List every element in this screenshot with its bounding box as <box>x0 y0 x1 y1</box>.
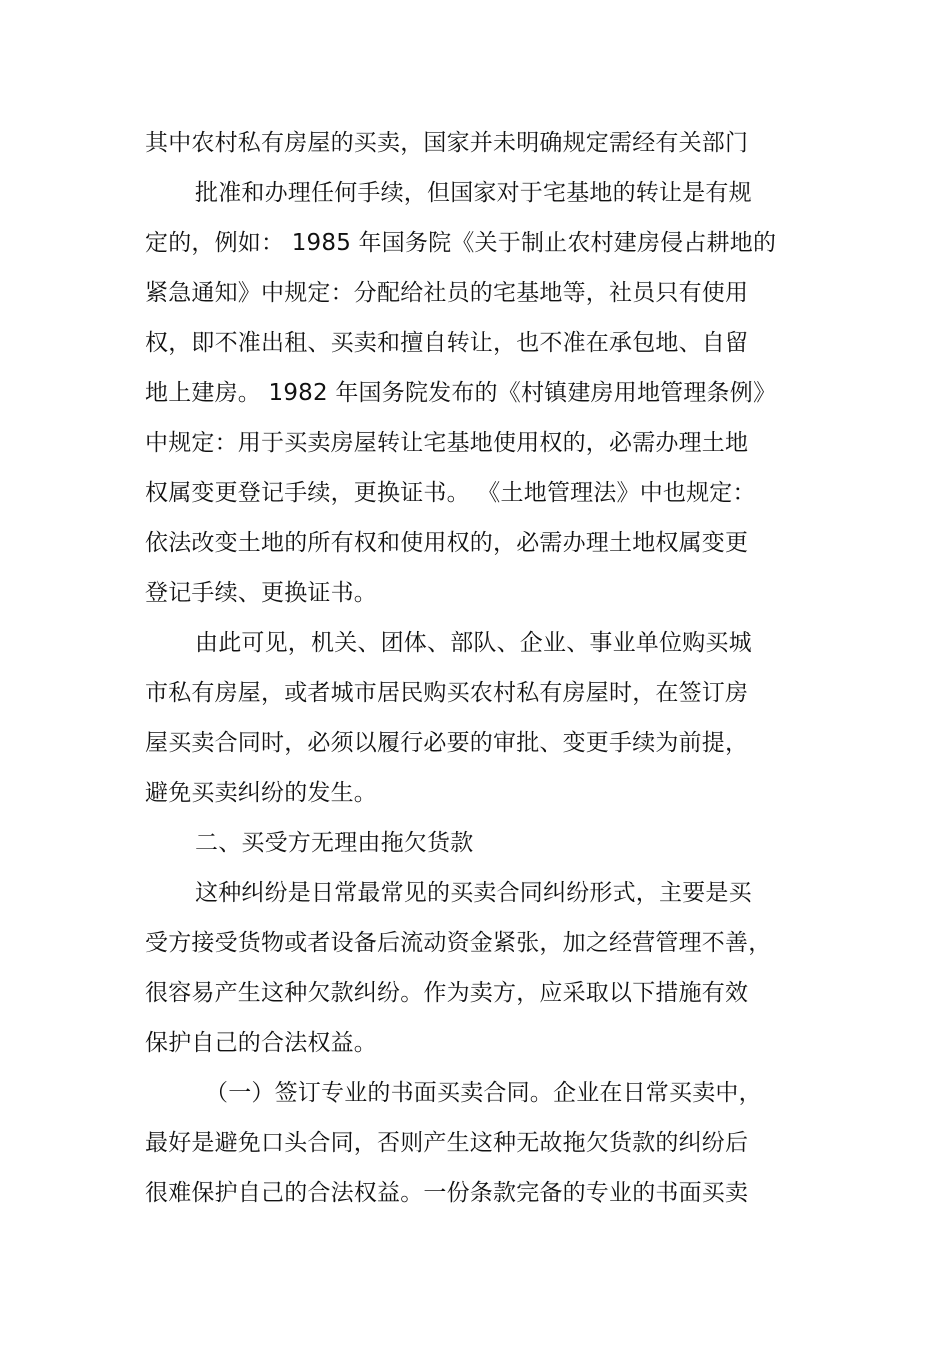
text-line: 其中农村私有房屋的买卖，国家并未明确规定需经有关部门 <box>145 130 749 156</box>
paragraph-start-line: 这种纠纷是日常最常见的买卖合同纠纷形式，主要是买 <box>195 880 752 906</box>
text-line: 市私有房屋，或者城市居民购买农村私有房屋时，在签订房 <box>145 680 749 706</box>
text-line: 登记手续、更换证书。 <box>145 580 377 606</box>
paragraph-start-line: 由此可见，机关、团体、部队、企业、事业单位购买城 <box>195 630 752 656</box>
text-line: 中规定：用于买卖房屋转让宅基地使用权的，必需办理土地 <box>145 430 749 456</box>
paragraph-start-line: 批准和办理任何手续，但国家对于宅基地的转让是有规 <box>195 180 752 206</box>
text-line: 受方接受货物或者设备后流动资金紧张，加之经营管理不善， <box>145 930 772 956</box>
text-line: 权属变更登记手续，更换证书。 《土地管理法》中也规定： <box>145 480 756 506</box>
text-line: 屋买卖合同时，必须以履行必要的审批、变更手续为前提， <box>145 730 749 756</box>
text-line: 权，即不准出租、买卖和擅自转让，也不准在承包地、自留 <box>145 330 749 356</box>
text-line: 依法改变土地的所有权和使用权的，必需办理土地权属变更 <box>145 530 749 556</box>
text-line: 地上建房。 1982 年国务院发布的《村镇建房用地管理条例》 <box>145 380 777 406</box>
text-line: 紧急通知》中规定：分配给社员的宅基地等，社员只有使用 <box>145 280 749 306</box>
section-heading: 二、买受方无理由拖欠货款 <box>195 830 474 856</box>
text-line: 很容易产生这种欠款纠纷。作为卖方，应采取以下措施有效 <box>145 980 749 1006</box>
text-line: 很难保护自己的合法权益。一份条款完备的专业的书面买卖 <box>145 1180 749 1206</box>
text-line: 最好是避免口头合同，否则产生这种无故拖欠货款的纠纷后 <box>145 1130 749 1156</box>
text-line: 避免买卖纠纷的发生。 <box>145 780 377 806</box>
body-text <box>145 118 785 1218</box>
text-line: 定的，例如： 1985 年国务院《关于制止农村建房侵占耕地的 <box>145 230 777 256</box>
paragraph-start-line: （一）签订专业的书面买卖合同。企业在日常买卖中， <box>205 1080 762 1106</box>
text-line: 保护自己的合法权益。 <box>145 1030 377 1056</box>
